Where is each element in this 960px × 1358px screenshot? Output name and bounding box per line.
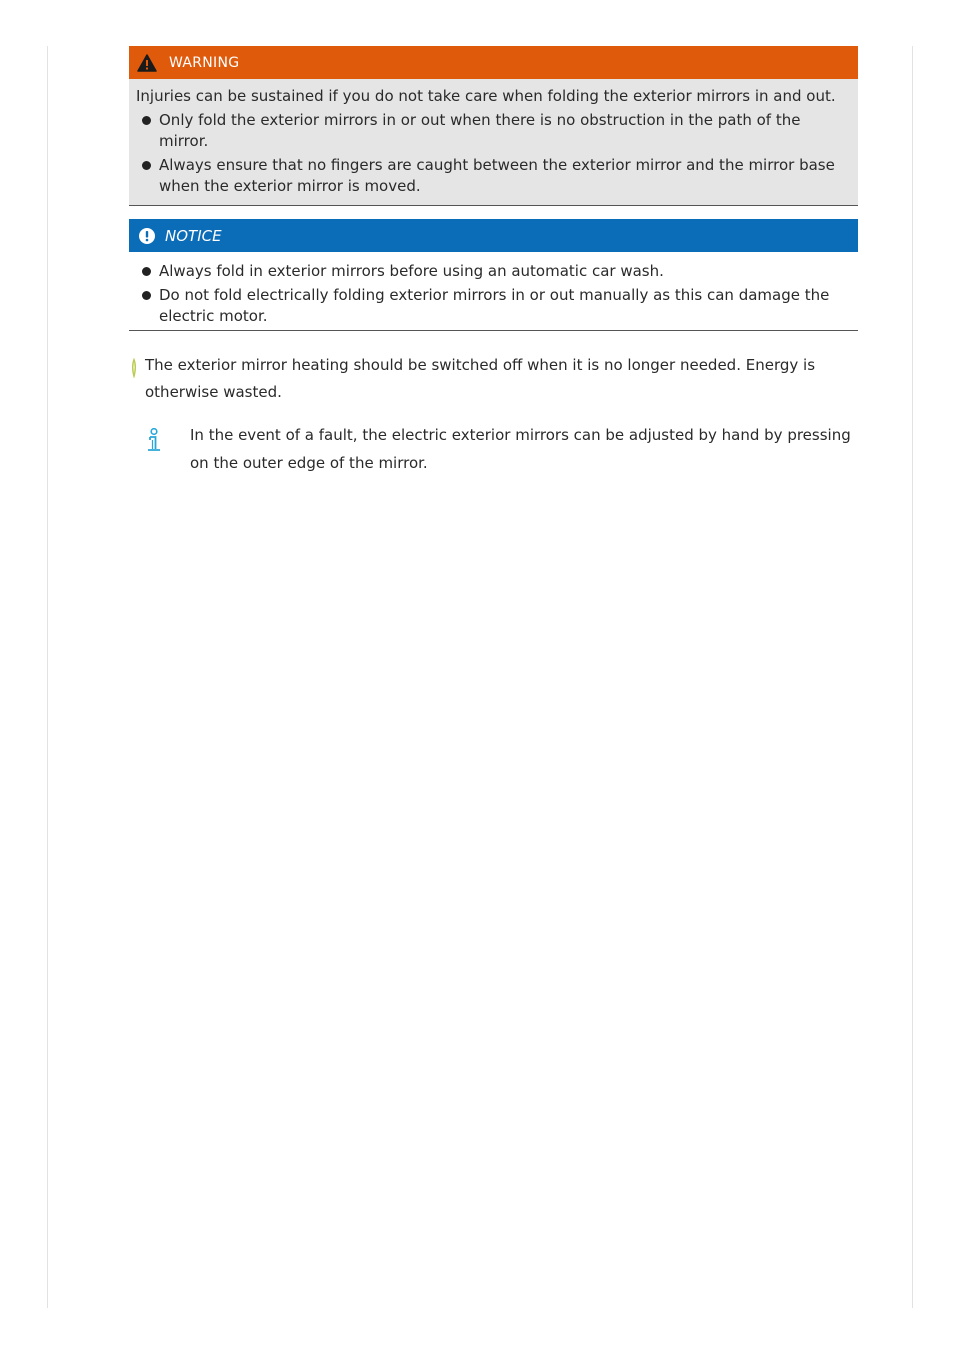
page-border-left	[47, 46, 48, 1308]
notice-box	[129, 219, 858, 331]
info-icon	[146, 428, 162, 452]
warning-triangle-icon	[137, 54, 157, 72]
leaf-icon	[131, 358, 137, 378]
warning-title: WARNING	[169, 54, 240, 71]
notice-header	[129, 219, 858, 252]
list-item: Always fold in exterior mirrors before using an automatic car wash.	[136, 261, 846, 282]
list-item: Always ensure that no fingers are caught between the exterior mirror and the mirror base when the exterior mirror is moved.	[136, 155, 846, 197]
list-item: Do not fold electrically folding exterior mirrors in or out manually as this can damage the electric motor.	[136, 285, 846, 327]
info-note	[129, 421, 858, 477]
page-border-right	[912, 46, 913, 1308]
environment-note	[129, 352, 858, 406]
warning-box	[129, 46, 858, 206]
environment-note-text: The exterior mirror heating should be switched off when it is no longer needed. Energy is otherwise wasted.	[145, 356, 816, 401]
warning-body	[129, 79, 858, 206]
warning-header	[129, 46, 858, 79]
notice-body	[129, 252, 858, 331]
list-item: Only fold the exterior mirrors in or out when there is no obstruction in the path of the mirror.	[136, 110, 846, 152]
info-note-text: In the event of a fault, the electric exterior mirrors can be adjusted by hand by pressing on the outer edge of the mirror.	[190, 426, 851, 472]
notice-title: NOTICE	[165, 226, 222, 245]
exclamation-circle-icon	[139, 228, 155, 244]
notice-list	[136, 261, 846, 327]
manual-content	[129, 46, 858, 477]
warning-intro: Injuries can be sustained if you do not take care when folding the exterior mirrors in and out.	[136, 87, 836, 105]
warning-list	[136, 110, 846, 197]
